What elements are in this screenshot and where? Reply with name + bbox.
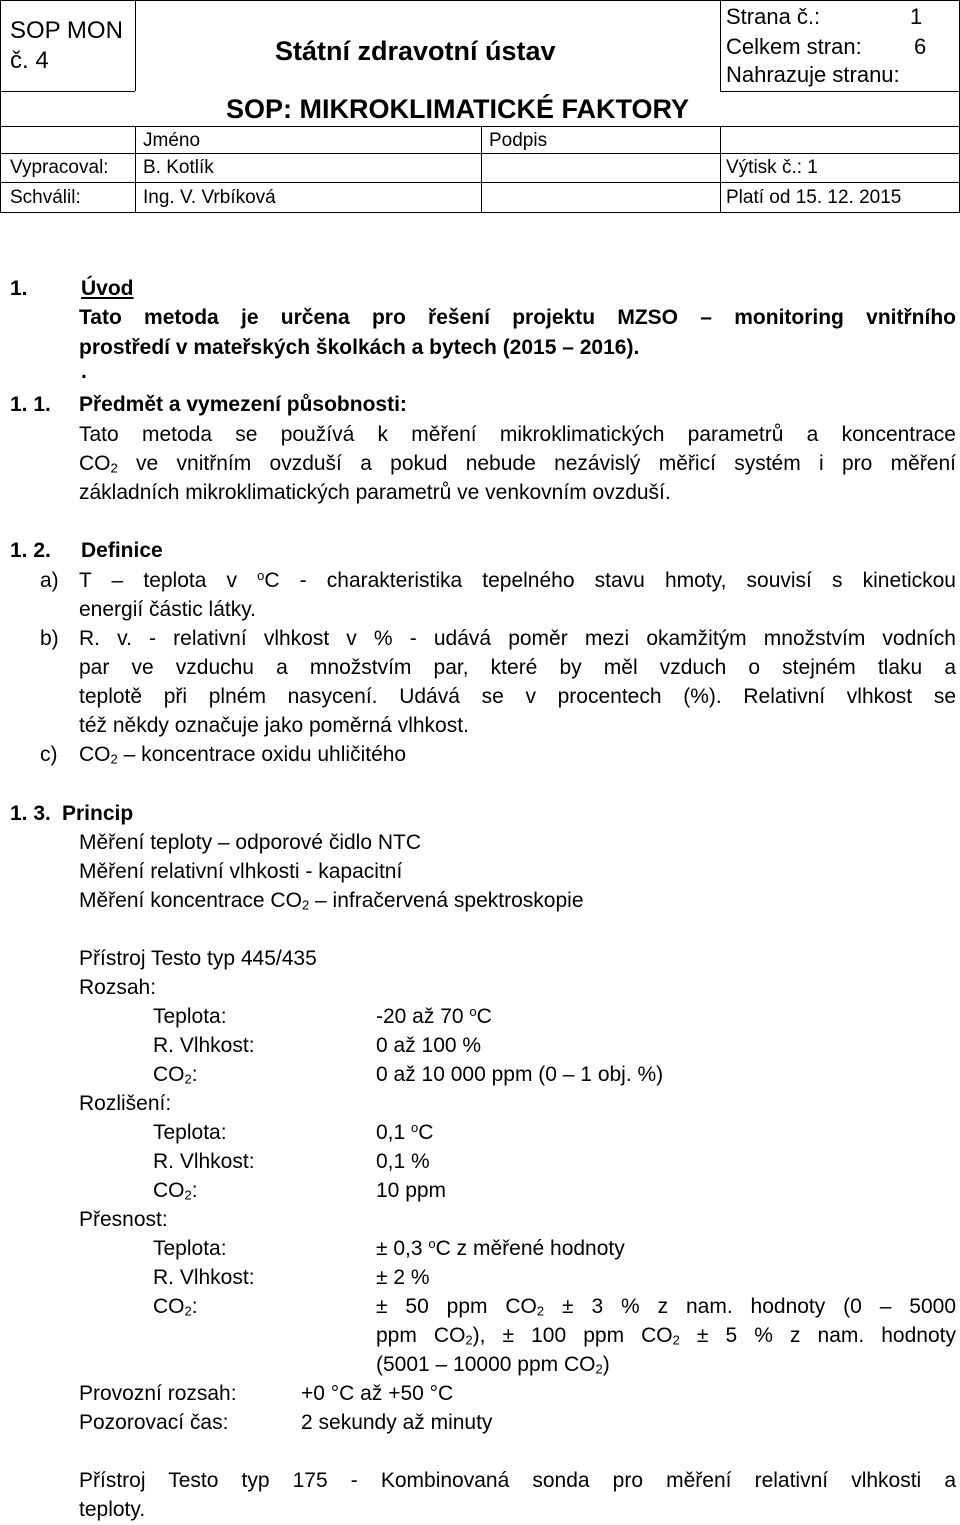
range-rh-label: R. Vlhkost: bbox=[153, 1034, 255, 1057]
resolution-rh-label: R. Vlhkost: bbox=[153, 1150, 255, 1173]
accuracy-rh-value: ± 2 % bbox=[376, 1266, 430, 1289]
range-temp-label: Teplota: bbox=[153, 1005, 227, 1028]
principle-heading: Princip bbox=[62, 802, 134, 825]
accuracy-co2-line-3: (5001 – 10000 ppm $CO_2$) bbox=[376, 1353, 610, 1377]
principle-line-3: Měření koncentrace $CO_2$ – infračervená spektroskopie bbox=[79, 889, 584, 913]
range-co2-label: $CO_2$: bbox=[153, 1063, 198, 1087]
accuracy-temp-label: Teplota: bbox=[153, 1237, 227, 1260]
principle-line-2: Měření relativní vlhkosti - kapacitní bbox=[79, 860, 403, 883]
definitions-heading: Definice bbox=[81, 539, 163, 562]
definition-a-line-1: T – teplota v $^o$C - charakteristika tepelného stavu hmoty, souvisí s kinetickou bbox=[79, 567, 956, 592]
col-signature-header: Podpis bbox=[489, 130, 548, 151]
sop-number: č. 4 bbox=[10, 47, 49, 74]
header-divider-name-col bbox=[481, 126, 482, 213]
scope-line-1: Tato metoda se používá k měření mikroklimatických parametrů a koncentrace bbox=[79, 423, 956, 446]
sop-title: SOP: MIKROKLIMATICKÉ FAKTORY bbox=[226, 94, 689, 124]
operating-range-value: +0 °C až +50 °C bbox=[301, 1382, 454, 1405]
definition-a-marker: a) bbox=[40, 569, 59, 592]
page-label: Strana č.: bbox=[726, 4, 821, 29]
approved-label: Schválil: bbox=[10, 187, 81, 208]
header-divider-title bbox=[0, 126, 960, 127]
definition-b-line-2: par ve vzduchu a množstvím par, které by měl vzduch o stejném tlaku a bbox=[79, 656, 956, 679]
header-divider-page bbox=[720, 0, 721, 91]
intro-line-1: Tato metoda je určena pro řešení projektu MZSO – monitoring vnitřního bbox=[79, 306, 956, 329]
definitions-number: 1. 2. bbox=[10, 539, 51, 562]
header-divider-code bbox=[135, 0, 136, 91]
header-divider-sign-col bbox=[720, 126, 721, 213]
instrument-title: Přístroj Testo typ 445/435 bbox=[79, 947, 317, 970]
intro-heading: Úvod bbox=[81, 277, 134, 300]
resolution-co2-value: 10 ppm bbox=[376, 1179, 447, 1202]
approved-name: Ing. V. Vrbíková bbox=[143, 187, 276, 208]
operating-range-label: Provozní rozsah: bbox=[79, 1382, 237, 1405]
definition-b-line-4: též někdy označuje jako poměrná vlhkost. bbox=[79, 714, 469, 737]
header-border-top bbox=[0, 0, 960, 1]
scope-line-3: základních mikroklimatických parametrů ve venkovním ovzduší. bbox=[79, 481, 671, 504]
prepared-label: Vypracoval: bbox=[10, 157, 109, 178]
definition-a-line-2: energií částic látky. bbox=[79, 598, 257, 621]
col-name-header: Jméno bbox=[143, 130, 201, 151]
resolution-label: Rozlišení: bbox=[79, 1092, 172, 1115]
observation-time-value: 2 sekundy až minuty bbox=[301, 1411, 493, 1434]
header-divider-label-col bbox=[135, 126, 136, 213]
definition-b-marker: b) bbox=[40, 627, 59, 650]
range-rh-value: 0 až 100 % bbox=[376, 1034, 482, 1057]
range-label: Rozsah: bbox=[79, 976, 157, 999]
resolution-temp-value: 0,1 $^o$C bbox=[376, 1119, 434, 1144]
resolution-rh-value: 0,1 % bbox=[376, 1150, 430, 1173]
definition-c-marker: c) bbox=[40, 743, 58, 766]
header-divider-code-bottom bbox=[0, 91, 135, 92]
accuracy-co2-line-1: ± 50 ppm $CO_2 \pm 3$ % z nam. hodnoty (0 – 5000 bbox=[376, 1295, 956, 1319]
total-pages-value: 6 bbox=[914, 34, 927, 59]
valid-from: Platí od 15. 12. 2015 bbox=[726, 187, 902, 208]
total-pages-label: Celkem stran: bbox=[726, 34, 862, 59]
intro-line-2: prostředí v mateřských školkách a bytech (2015 – 2016). bbox=[79, 336, 640, 359]
resolution-temp-label: Teplota: bbox=[153, 1121, 227, 1144]
definition-c-text: $CO_2$ – koncentrace oxidu uhličitého bbox=[79, 743, 407, 767]
definition-b-line-3: teplotě při plném nasycení. Udává se v procentech (%). Relativní vlhkost se bbox=[79, 685, 956, 708]
replaces-page-label: Nahrazuje stranu: bbox=[726, 62, 900, 87]
intro-number: 1. bbox=[10, 277, 28, 300]
principle-number: 1. 3. bbox=[10, 802, 51, 825]
header-divider-cols bbox=[0, 153, 960, 154]
accuracy-rh-label: R. Vlhkost: bbox=[153, 1266, 255, 1289]
observation-time-label: Pozorovací čas: bbox=[79, 1411, 229, 1434]
print-number: Výtisk č.: 1 bbox=[726, 157, 818, 178]
accuracy-co2-line-2: ppm $CO_2$), ± 100 ppm $CO_2 \pm 5$ % z nam. hodnoty bbox=[376, 1324, 956, 1348]
institute-name: Státní zdravotní ústav bbox=[275, 36, 556, 66]
range-temp-value: -20 až 70 $^o$C bbox=[376, 1003, 492, 1028]
instrument-2-line-2: teploty. bbox=[79, 1498, 146, 1521]
resolution-co2-label: $CO_2$: bbox=[153, 1179, 198, 1203]
accuracy-co2-label: $CO_2$: bbox=[153, 1295, 198, 1319]
page-value: 1 bbox=[910, 4, 923, 29]
definition-b-line-1: R. v. - relativní vlhkost v % - udává poměr mezi okamžitým množstvím vodních bbox=[79, 627, 956, 650]
accuracy-temp-value: ± 0,3 $^o$C z měřené hodnoty bbox=[376, 1235, 625, 1260]
sop-code: SOP MON bbox=[10, 17, 123, 44]
range-co2-value: 0 až 10 000 ppm (0 – 1 obj. %) bbox=[376, 1063, 664, 1086]
instrument-2-line-1: Přístroj Testo typ 175 - Kombinovaná sonda pro měření relativní vlhkosti a bbox=[79, 1469, 956, 1492]
document-header bbox=[0, 0, 960, 213]
accuracy-label: Přesnost: bbox=[79, 1208, 168, 1231]
scope-line-2: $CO_2$ ve vnitřním ovzduší a pokud nebude nezávislý měřicí systém i pro měření bbox=[79, 452, 956, 476]
prepared-name: B. Kotlík bbox=[143, 157, 214, 178]
header-divider-page-bottom bbox=[720, 91, 960, 92]
principle-line-1: Měření teploty – odporové čidlo NTC bbox=[79, 831, 421, 854]
header-divider-rows bbox=[0, 182, 960, 183]
header-border-bottom bbox=[0, 212, 960, 213]
scope-number: 1. 1. bbox=[10, 393, 51, 416]
intro-dot: . bbox=[81, 360, 87, 383]
scope-heading: Předmět a vymezení působnosti: bbox=[79, 393, 407, 416]
